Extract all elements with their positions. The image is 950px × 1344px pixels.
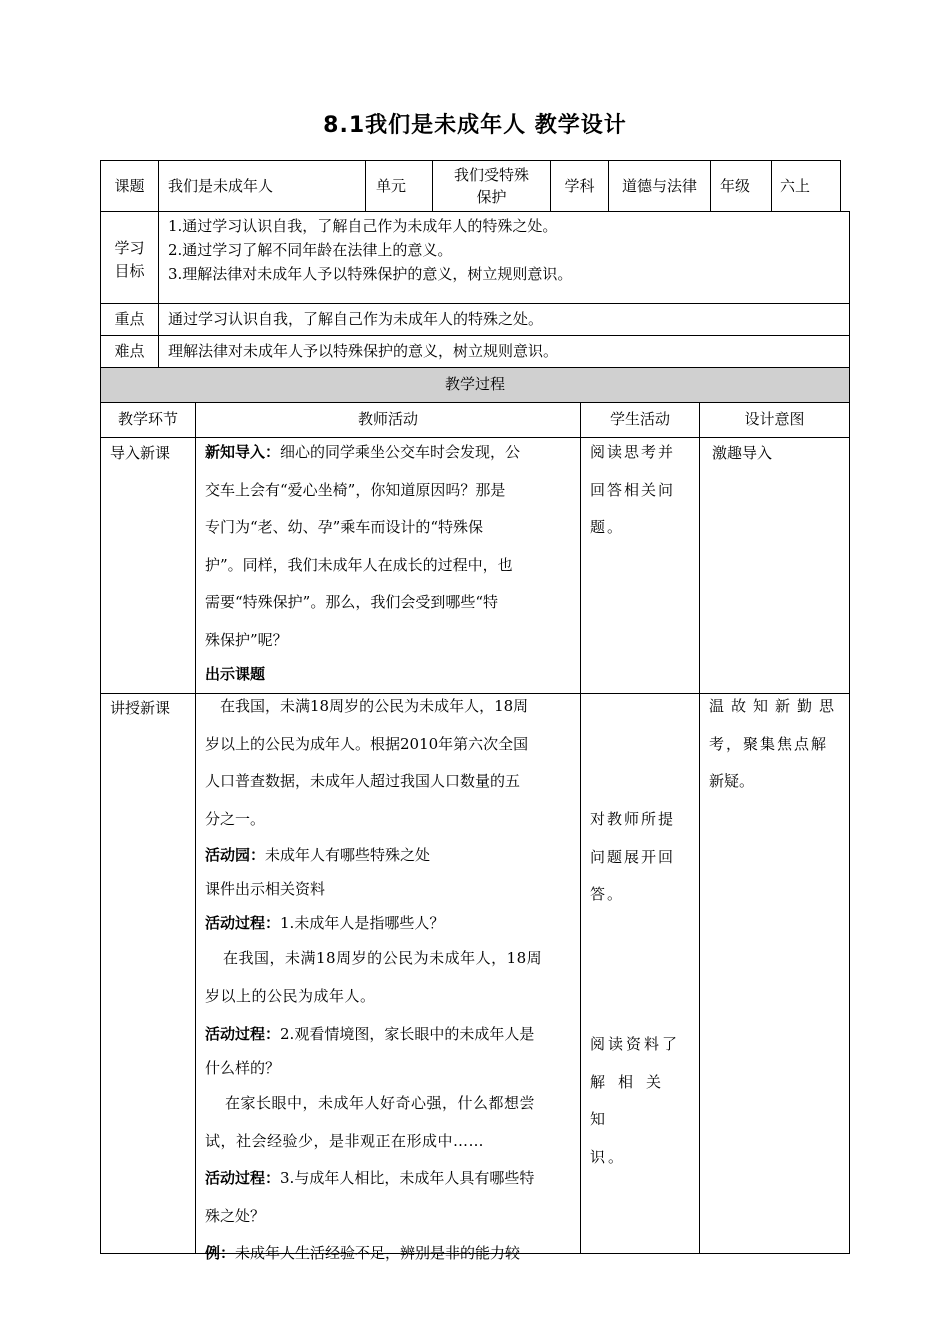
activity-process-label: 活动过程： [205, 1169, 281, 1187]
intent-teach: 温故知新勤思 考，聚集焦点解 新疑。 [709, 697, 842, 790]
goal-item: 1.通过学习认识自我，了解自己作为未成年人的特殊之处。 [168, 217, 558, 235]
activity-process-label: 活动过程： [205, 1025, 281, 1043]
example-label: 例： [205, 1244, 236, 1262]
show-topic-label: 出示课题 [205, 665, 266, 683]
teacher-activity-teach: 在我国，未满18周岁的公民为未成年人，18周 岁以上的公民为成年人。根据2010年第六次全国 人口普查数据，未成年人超过我国人口数量的五 分之一。 活动园：未成年人有哪些特殊之处 课件出示相关资料 活动过程：1.未成年人是指哪些人？ 在我国，未满18周岁的公民为未成年人，18周 岁以上的公民为成年人。 活动过程：2.观看情境图，家长眼中的未成年人是 什么样的？ 在家长眼中，未成年人好奇心强，什么都想尝 试，社会经验少，是非观正在形成中…… 活动过程：3.与成年人相比，未成年人具有哪些特 殊之处？ 例：未成年人生活经验不足，辨别是非的能力较 [205, 697, 543, 1262]
difficulty-label: 难点 [114, 342, 145, 360]
goals-label-line2: 目标 [114, 262, 145, 280]
grade-value: 六上 [780, 177, 811, 195]
student-activity-intro: 阅读思考并 回答相关问 题。 [590, 443, 676, 536]
column-header-student: 学生活动 [609, 410, 670, 428]
goal-item: 2.通过学习了解不同年龄在法律上的意义。 [168, 241, 453, 259]
activity-garden-label: 活动园： [205, 846, 266, 864]
subject-value: 道德与法律 [621, 177, 697, 195]
unit-value-line1: 我们受特殊 [453, 166, 529, 184]
student-activity-teach-2: 阅读资料了 解相关知 识。 [590, 1035, 681, 1166]
key-point-value: 通过学习认识自我，了解自己作为未成年人的特殊之处。 [168, 310, 544, 328]
goal-item: 3.理解法律对未成年人予以特殊保护的意义，树立规则意识。 [168, 265, 573, 283]
activity-process-label: 活动过程： [205, 914, 281, 932]
difficulty-value: 理解法律对未成年人予以特殊保护的意义，树立规则意识。 [168, 342, 559, 360]
unit-label: 单元 [376, 177, 407, 195]
new-knowledge-label: 新知导入： [205, 443, 281, 461]
intent-intro: 激趣导入 [712, 444, 773, 462]
stage-teach: 讲授新课 [110, 699, 171, 717]
page-title: 8.1我们是未成年人 教学设计 [323, 113, 627, 138]
student-activity-teach-1: 对教师所提 问题展开回 答。 [590, 810, 676, 903]
teacher-activity-intro: 新知导入：细心的同学乘坐公交车时会发现，公 交车上会有“爱心坐椅”，你知道原因吗？那是 专门为“老、幼、孕”乘车而设计的“特殊保 护”。同样，我们未成年人在成长的过程中，也 需要“特殊保护”。那么，我们会受到哪些“特 殊保护”呢？ 出示课题 [205, 434, 573, 689]
key-point-label: 重点 [114, 310, 145, 328]
process-header: 教学过程 [444, 375, 505, 393]
grade-label: 年级 [720, 177, 751, 195]
column-header-stage: 教学环节 [117, 410, 178, 428]
subject-label: 学科 [564, 177, 595, 195]
unit-value-line2: 保护 [476, 188, 507, 206]
course-value: 我们是未成年人 [168, 177, 274, 195]
course-label: 课题 [114, 177, 145, 195]
column-header-intent: 设计意图 [744, 410, 805, 428]
column-header-teacher: 教师活动 [357, 410, 418, 428]
stage-intro: 导入新课 [110, 444, 171, 462]
goals-label-line1: 学习 [114, 239, 145, 257]
